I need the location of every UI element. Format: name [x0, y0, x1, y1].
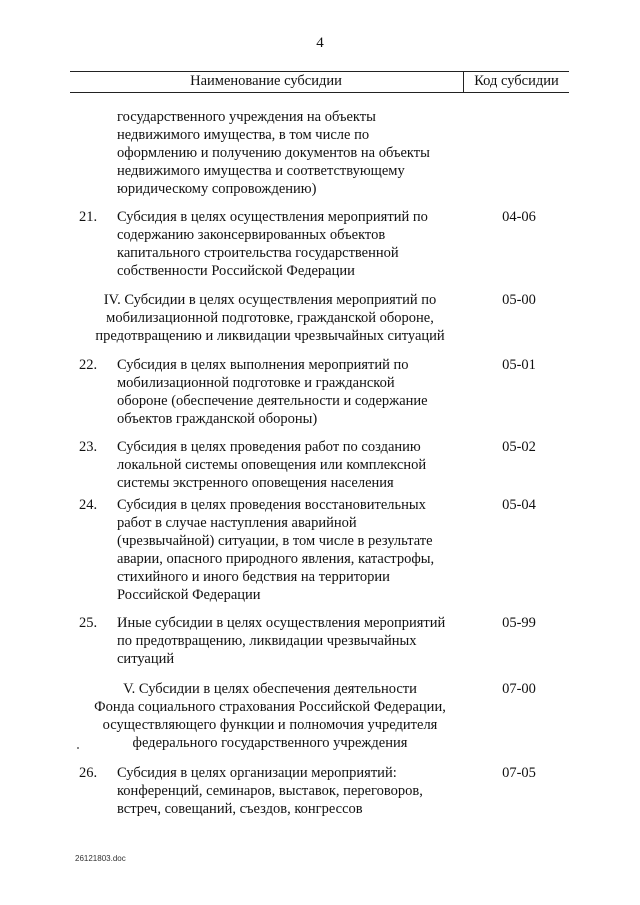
text-line: аварии, опасного природного явления, катастрофы, [117, 551, 435, 567]
item-number: 23. [79, 439, 98, 455]
item-text [117, 356, 462, 428]
text-line: Субсидия в целях выполнения мероприятий по [117, 357, 409, 373]
text-line: Субсидия в целях организации мероприятий: [117, 765, 397, 781]
document-filename: 26121803.doc [75, 854, 126, 863]
text-line: осуществляющего функции и полномочия учредителя [102, 717, 438, 733]
item-text [117, 496, 462, 604]
item-text [117, 208, 462, 280]
subsidy-code: 05-99 [502, 615, 536, 631]
text-line: юридическому сопровождению) [117, 181, 317, 197]
text-line: (чрезвычайной) ситуации, в том числе в результате [117, 533, 433, 549]
text-line: Российской Федерации [117, 587, 261, 603]
text-line: Фонда социального страхования Российской Федерации, [94, 699, 446, 715]
text-line: Субсидия в целях проведения работ по созданию [117, 439, 421, 455]
text-line: системы экстренного оповещения населения [117, 475, 394, 491]
text-line: федерального государственного учреждения [132, 735, 408, 751]
subsidy-code: 04-06 [502, 209, 536, 225]
text-line: V. Субсидии в целях обеспечения деятельности [123, 681, 417, 697]
subsidy-code: 07-00 [502, 681, 536, 697]
header-code-column: Код субсидии [474, 73, 559, 89]
text-line: ситуаций [117, 651, 175, 667]
item-text [117, 614, 462, 668]
text-line: оформлению и получению документов на объекты [117, 145, 430, 161]
text-line: предотвращению и ликвидации чрезвычайных ситуаций [95, 328, 445, 344]
subsidy-code: 05-04 [502, 497, 536, 513]
text-line: по предотвращению, ликвидации чрезвычайных [117, 633, 417, 649]
text-line: встреч, совещаний, съездов, конгрессов [117, 801, 363, 817]
text-line: мобилизационной подготовке, гражданской обороне, [106, 310, 434, 326]
item-text [117, 438, 462, 492]
subsidy-code: 05-00 [502, 292, 536, 308]
subsidy-code: 05-02 [502, 439, 536, 455]
item-number: 24. [79, 497, 98, 513]
text-line: работ в случае наступления аварийной [117, 515, 357, 531]
section-heading [75, 291, 465, 345]
text-line: Иные субсидии в целях осуществления мероприятий [117, 615, 446, 631]
text-line: мобилизационной подготовке и гражданской [117, 375, 395, 391]
item-number: 25. [79, 615, 98, 631]
item-number: 26. [79, 765, 98, 781]
text-line: государственного учреждения на объекты [117, 109, 376, 125]
page-number: 4 [316, 35, 324, 51]
item-number: 22. [79, 357, 98, 373]
item-number: 21. [79, 209, 98, 225]
text-line: обороне (обеспечение деятельности и содержание [117, 393, 428, 409]
subsidy-code: 05-01 [502, 357, 536, 373]
section-heading [75, 680, 465, 752]
text-line: локальной системы оповещения или комплексной [117, 457, 427, 473]
scan-mark [77, 747, 79, 749]
text-line: капитального строительства государственной [117, 245, 399, 261]
header-name-column: Наименование субсидии [190, 73, 342, 89]
text-line: содержанию законсервированных объектов [117, 227, 386, 243]
item-text [117, 764, 462, 818]
text-line: объектов гражданской обороны) [117, 411, 318, 427]
text-line: собственности Российской Федерации [117, 263, 355, 279]
text-line: конференций, семинаров, выставок, переговоров, [117, 783, 423, 799]
text-line: недвижимого имущества, в том числе по [117, 127, 370, 143]
table-header [70, 71, 569, 93]
text-line: стихийного и иного бедствия на территории [117, 569, 390, 585]
text-line: Субсидия в целях проведения восстановительных [117, 497, 426, 513]
text-line: Субсидия в целях осуществления мероприятий по [117, 209, 428, 225]
text-line: IV. Субсидии в целях осуществления мероприятий по [103, 292, 437, 308]
subsidy-code: 07-05 [502, 765, 536, 781]
text-line: недвижимого имущества и соответствующему [117, 163, 405, 179]
continuation-text [117, 108, 462, 198]
